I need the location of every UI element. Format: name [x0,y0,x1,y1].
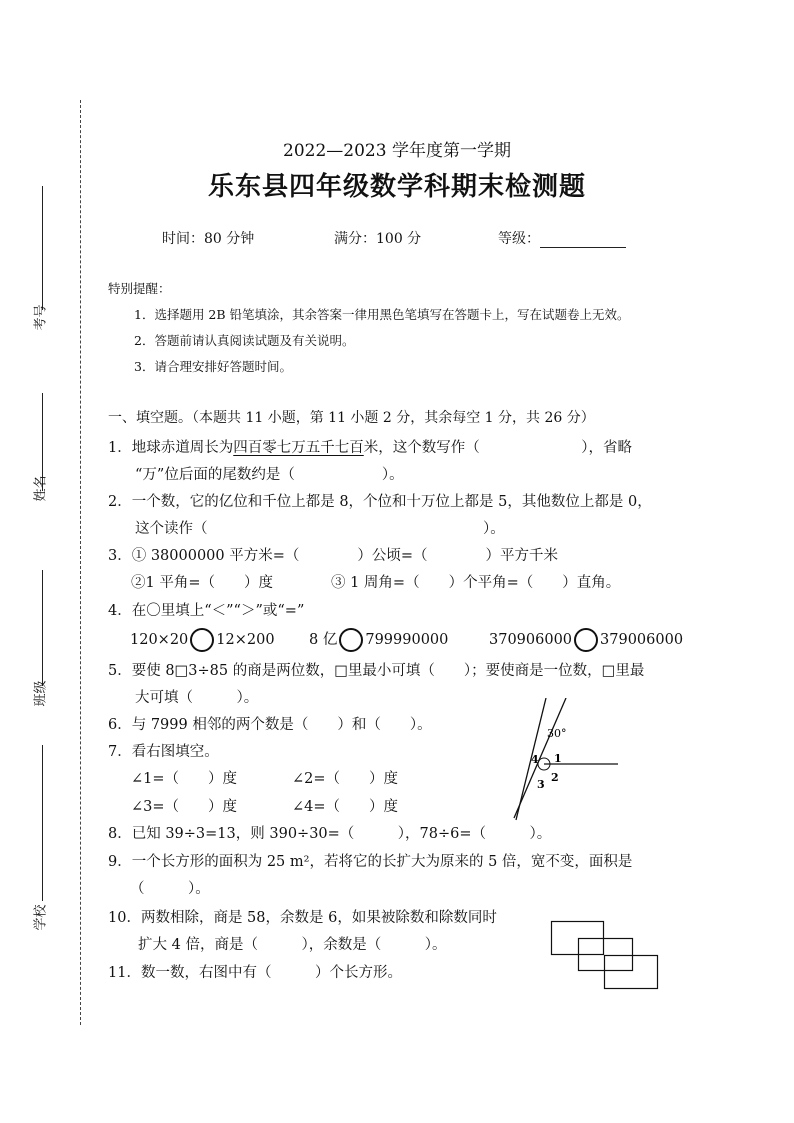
question-3-cont: ②1 平角=（ ）度 ③ 1 周角=（ ）个平角=（ ）直角。 [131,575,621,591]
angle-label-30: 30° [547,727,567,740]
question-3: 3．① 38000000 平方米=（ ）公顷=（ ）平方千米 [108,548,559,564]
underlined-number: 四百零七万五千七百 [233,440,364,456]
rectangle [605,956,658,989]
question-10-cont: 扩大 4 倍，商是（ ），余数是（ ）。 [138,937,447,953]
exam-score: 满分：100 分 [334,231,422,247]
angle-2-blank: ∠2=（ ）度 [292,771,399,787]
notice-item: 1．选择题用 2B 铅笔填涂，其余答案一律用黑色笔填写在答题卡上，写在试题卷上无效。 [134,307,630,322]
name-label: 姓名 [33,475,49,502]
exam-no-label: 考号 [33,304,49,331]
angle-label-3: 3 [537,778,545,791]
class-label: 班级 [33,680,49,707]
question-1: 1．地球赤道周长为四百零七万五千七百米，这个数写作（ ），省略 [108,440,632,456]
question-9-cont: （ ）。 [130,881,210,897]
question-1-cont: “万”位后面的尾数约是（ ）。 [135,467,404,483]
notice-heading: 特别提醒： [108,281,171,296]
compare-1: 120×20 12×200 [130,628,275,652]
grade-label: 等级： [498,231,540,247]
angle-4-blank: ∠4=（ ）度 [292,799,399,815]
question-7: 7．看右图填空。 [108,744,219,760]
school-line [42,745,43,901]
angle-1-blank: ∠1=（ ）度 [131,771,238,787]
angle-3-blank: ∠3=（ ）度 [131,799,238,815]
compare-circle[interactable] [190,628,214,652]
compare-circle[interactable] [339,628,363,652]
question-2: 2．一个数，它的亿位和千位上都是 8，个位和十万位上都是 5，其他数位上都是 0， [108,494,652,510]
binding-dashed-line [80,100,81,1025]
page-title: 乐东县四年级数学科期末检测题 [207,172,586,202]
exam-time: 时间：80 分钟 [162,231,255,247]
angle-figure [500,698,625,824]
section-heading: 一、填空题。（本题共 11 小题，第 11 小题 2 分，其余每空 1 分，共 26 分） [108,410,595,426]
question-5: 5．要使 8□3÷85 的商是两位数，□里最小可填（ ）；要使商是一位数，□里最 [108,663,645,679]
school-year: 2022—2023 学年度第一学期 [283,141,511,161]
grade-blank[interactable] [540,233,626,248]
notice-item: 3．请合理安排好答题时间。 [134,359,292,374]
angle-label-2: 2 [551,771,559,784]
question-9: 9．一个长方形的面积为 25 m²，若将它的长扩大为原来的 5 倍，宽不变，面积是 [108,854,633,870]
question-4: 4．在〇里填上“＜”“＞”或“=” [108,603,305,619]
notice-item: 2．答题前请认真阅读试题及有关说明。 [134,333,355,348]
question-5-cont: 大可填（ ）。 [135,690,259,706]
question-11: 11．数一数，右图中有（ ）个长方形。 [108,965,402,981]
class-line [42,570,43,686]
question-10: 10．两数相除，商是 58，余数是 6，如果被除数和除数同时 [108,910,497,926]
school-label: 学校 [33,904,49,931]
question-8: 8．已知 39÷3=13，则 390÷30=（ ），78÷6=（ ）。 [108,826,552,842]
grade-field [498,228,626,248]
compare-3: 370906000 379006000 [489,628,683,652]
compare-circle[interactable] [574,628,598,652]
angle-label-4: 4 [531,753,539,766]
question-2-cont: 这个读作（ ）。 [135,521,505,537]
rectangles-figure [548,918,663,993]
angle-arc [538,764,550,770]
compare-2: 8 亿 799990000 [309,628,448,652]
exam-no-line [42,186,43,310]
angle-label-1: 1 [554,752,562,765]
question-6: 6．与 7999 相邻的两个数是（ ）和（ ）。 [108,717,432,733]
